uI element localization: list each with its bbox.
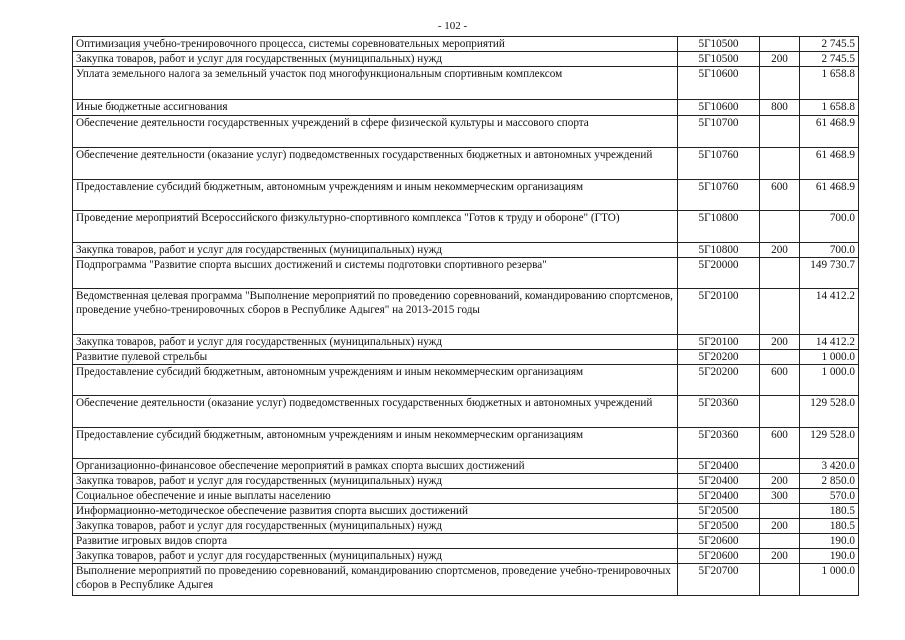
budget-table [72,36,859,596]
row-code: 5Г10500 [678,37,760,52]
row-code: 5Г20400 [678,459,760,474]
table-row [73,335,859,350]
row-sum: 570.0 [800,489,859,504]
row-sum: 3 420.0 [800,459,859,474]
table-row [73,289,859,335]
row-code: 5Г20600 [678,549,760,564]
row-sum: 190.0 [800,549,859,564]
row-expense-type: 600 [760,428,800,459]
table-row [73,180,859,211]
row-sum: 14 412.2 [800,335,859,350]
row-expense-type [760,504,800,519]
row-expense-type [760,258,800,289]
row-name: Обеспечение деятельности государственных учреждений в сфере физической культуры и массового спорта [73,116,678,148]
row-sum: 14 412.2 [800,289,859,335]
row-name: Социальное обеспечение и иные выплаты населению [73,489,678,504]
row-sum: 61 468.9 [800,148,859,180]
row-sum: 1 000.0 [800,365,859,396]
row-sum: 61 468.9 [800,180,859,211]
table-row [73,549,859,564]
row-name: Иные бюджетные ассигнования [73,100,678,116]
row-code: 5Г20360 [678,428,760,459]
row-expense-type [760,116,800,148]
row-name: Уплата земельного налога за земельный участок под многофункциональным спортивным комплексом [73,67,678,100]
row-name: Подпрограмма "Развитие спорта высших достижений и системы подготовки спортивного резерва" [73,258,678,289]
row-code: 5Г10600 [678,100,760,116]
row-name: Закупка товаров, работ и услуг для государственных (муниципальных) нужд [73,335,678,350]
row-code: 5Г10760 [678,180,760,211]
table-row [73,365,859,396]
row-name: Информационно-методическое обеспечение развития спорта высших достижений [73,504,678,519]
row-expense-type: 200 [760,52,800,67]
table-row [73,459,859,474]
table-row [73,519,859,534]
row-expense-type [760,37,800,52]
table-row [73,489,859,504]
row-name: Предоставление субсидий бюджетным, автономным учреждениям и иным некоммерческим организациям [73,365,678,396]
row-sum: 129 528.0 [800,396,859,428]
table-row [73,504,859,519]
row-name: Оптимизация учебно-тренировочного процесса, системы соревновательных мероприятий [73,37,678,52]
row-code: 5Г20500 [678,504,760,519]
row-name: Обеспечение деятельности (оказание услуг) подведомственных государственных бюджетных и автономных учреждений [73,396,678,428]
row-sum: 2 745.5 [800,52,859,67]
row-sum: 1 000.0 [800,350,859,365]
table-row [73,428,859,459]
row-code: 5Г10700 [678,116,760,148]
row-sum: 1 000.0 [800,564,859,596]
row-code: 5Г10500 [678,52,760,67]
row-expense-type: 200 [760,335,800,350]
row-sum: 1 658.8 [800,100,859,116]
row-expense-type [760,534,800,549]
row-expense-type: 600 [760,365,800,396]
row-name: Развитие пулевой стрельбы [73,350,678,365]
table-row [73,243,859,258]
row-expense-type [760,459,800,474]
row-code: 5Г20100 [678,335,760,350]
row-expense-type: 200 [760,519,800,534]
table-row [73,350,859,365]
row-sum: 2 850.0 [800,474,859,489]
row-sum: 2 745.5 [800,37,859,52]
row-expense-type [760,148,800,180]
table-row [73,564,859,596]
table-row [73,148,859,180]
table-row [73,52,859,67]
row-sum: 700.0 [800,243,859,258]
row-code: 5Г20400 [678,489,760,504]
row-expense-type [760,289,800,335]
row-code: 5Г20200 [678,365,760,396]
table-row [73,211,859,243]
row-name: Закупка товаров, работ и услуг для государственных (муниципальных) нужд [73,52,678,67]
row-name: Развитие игровых видов спорта [73,534,678,549]
row-sum: 700.0 [800,211,859,243]
table-row [73,116,859,148]
row-name: Организационно-финансовое обеспечение мероприятий в рамках спорта высших достижений [73,459,678,474]
row-sum: 180.5 [800,519,859,534]
row-name: Закупка товаров, работ и услуг для государственных (муниципальных) нужд [73,243,678,258]
row-code: 5Г20100 [678,289,760,335]
row-expense-type: 200 [760,474,800,489]
row-expense-type [760,396,800,428]
table-row [73,100,859,116]
row-expense-type: 200 [760,549,800,564]
row-sum: 129 528.0 [800,428,859,459]
budget-table-body [73,37,859,596]
table-row [73,37,859,52]
row-sum: 1 658.8 [800,67,859,100]
row-expense-type: 300 [760,489,800,504]
row-name: Проведение мероприятий Всероссийского физкультурно-спортивного комплекса "Готов к труду и обороне" (ГТО) [73,211,678,243]
row-name: Закупка товаров, работ и услуг для государственных (муниципальных) нужд [73,474,678,489]
row-expense-type [760,350,800,365]
row-name: Ведомственная целевая программа "Выполнение мероприятий по проведению соревнований, командированию спортсменов, проведение учебно-тренировочных сборов в Республике Адыгея" на 2013-2015 годы [73,289,678,335]
row-code: 5Г20360 [678,396,760,428]
row-code: 5Г20600 [678,534,760,549]
table-row [73,67,859,100]
row-code: 5Г20200 [678,350,760,365]
row-code: 5Г10800 [678,211,760,243]
row-sum: 149 730.7 [800,258,859,289]
row-code: 5Г10800 [678,243,760,258]
row-expense-type [760,67,800,100]
table-row [73,396,859,428]
row-expense-type: 600 [760,180,800,211]
table-row [73,534,859,549]
row-code: 5Г10600 [678,67,760,100]
table-row [73,474,859,489]
row-name: Предоставление субсидий бюджетным, автономным учреждениям и иным некоммерческим организациям [73,180,678,211]
row-code: 5Г20500 [678,519,760,534]
row-name: Выполнение мероприятий по проведению соревнований, командированию спортсменов, проведение учебно-тренировочных сборов в Республике Адыгея [73,564,678,596]
row-sum: 180.5 [800,504,859,519]
row-name: Обеспечение деятельности (оказание услуг) подведомственных государственных бюджетных и автономных учреждений [73,148,678,180]
row-code: 5Г20000 [678,258,760,289]
row-code: 5Г20400 [678,474,760,489]
row-name: Предоставление субсидий бюджетным, автономным учреждениям и иным некоммерческим организациям [73,428,678,459]
row-sum: 190.0 [800,534,859,549]
row-code: 5Г10760 [678,148,760,180]
row-expense-type: 800 [760,100,800,116]
row-sum: 61 468.9 [800,116,859,148]
row-expense-type [760,564,800,596]
page-number: - 102 - [437,20,468,32]
row-code: 5Г20700 [678,564,760,596]
row-name: Закупка товаров, работ и услуг для государственных (муниципальных) нужд [73,519,678,534]
row-expense-type [760,211,800,243]
row-name: Закупка товаров, работ и услуг для государственных (муниципальных) нужд [73,549,678,564]
row-expense-type: 200 [760,243,800,258]
table-row [73,258,859,289]
